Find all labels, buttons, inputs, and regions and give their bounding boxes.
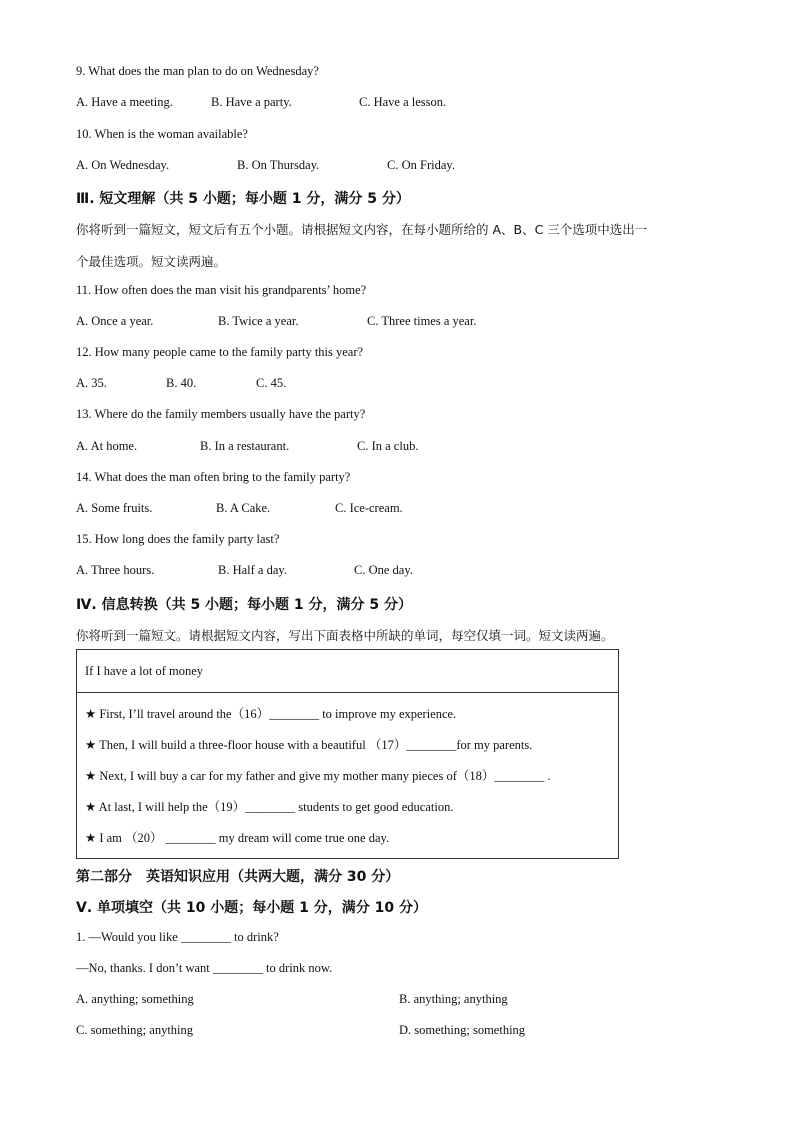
option-b: B. Twice a year. xyxy=(218,314,299,328)
option-a: A. Some fruits. xyxy=(76,501,153,515)
question-14: 14. What does the man often bring to the family party? xyxy=(76,470,351,484)
section-3-instructions: 你将听到一篇短文，短文后有五个小题。请根据短文内容，在每小题所给的 A、B、C 三个选项中选出一 xyxy=(76,222,648,237)
table-row-18: ★ Next, I will buy a car for my father and give my mother many pieces of（18）________ . xyxy=(85,769,551,783)
option-c: C. On Friday. xyxy=(387,158,455,172)
question-1-line-2: —No, thanks. I don’t want ________ to drink now. xyxy=(76,961,333,975)
question-1-line-1: 1. —Would you like ________ to drink? xyxy=(76,930,279,944)
question-13: 13. Where do the family members usually have the party? xyxy=(76,407,366,421)
option-c: C. In a club. xyxy=(357,439,419,453)
table-rows xyxy=(77,693,619,859)
option-c: C. Three times a year. xyxy=(367,314,477,328)
question-11: 11. How often does the man visit his grandparents’ home? xyxy=(76,283,367,297)
option-b: B. Half a day. xyxy=(218,563,287,577)
option-a: A. On Wednesday. xyxy=(76,158,170,172)
option-c: C. something; anything xyxy=(76,1023,194,1037)
option-c: C. 45. xyxy=(256,376,287,390)
option-a: A. Three hours. xyxy=(76,563,155,577)
table-title: If I have a lot of money xyxy=(77,650,619,693)
section-5-heading: Ⅴ. 单项填空（共 10 小题；每小题 1 分，满分 10 分） xyxy=(76,900,427,916)
section-3-heading: Ⅲ. 短文理解（共 5 小题；每小题 1 分，满分 5 分） xyxy=(76,191,410,207)
option-c: C. Ice-cream. xyxy=(335,501,403,515)
option-c: C. Have a lesson. xyxy=(359,95,447,109)
part-2-heading: 第二部分 英语知识应用（共两大题，满分 30 分） xyxy=(76,869,400,885)
question-10: 10. When is the woman available? xyxy=(76,127,248,141)
option-d: D. something; something xyxy=(399,1023,526,1037)
table-row-20: ★ I am （20） ________ my dream will come true one day. xyxy=(85,831,390,845)
table-row-16: ★ First, I’ll travel around the（16）________ to improve my experience. xyxy=(85,707,457,721)
section-4-instructions: 你将听到一篇短文。请根据短文内容，写出下面表格中所缺的单词，每空仅填一词。短文读两遍。 xyxy=(76,628,614,643)
table-row-17: ★ Then, I will build a three-floor house with a beautiful （17）________for my parents. xyxy=(85,738,533,752)
option-b: B. On Thursday. xyxy=(237,158,320,172)
option-b: B. anything; anything xyxy=(399,992,508,1006)
option-a: A. anything; something xyxy=(76,992,194,1006)
option-a: A. Have a meeting. xyxy=(76,95,173,109)
option-a: A. Once a year. xyxy=(76,314,154,328)
question-9: 9. What does the man plan to do on Wednesday? xyxy=(76,64,319,78)
option-b: B. In a restaurant. xyxy=(200,439,290,453)
option-c: C. One day. xyxy=(354,563,413,577)
option-a: A. At home. xyxy=(76,439,138,453)
option-a: A. 35. xyxy=(76,376,107,390)
question-15: 15. How long does the family party last? xyxy=(76,532,280,546)
section-4-heading: Ⅳ. 信息转换（共 5 小题；每小题 1 分，满分 5 分） xyxy=(76,597,413,613)
option-b: B. A Cake. xyxy=(216,501,271,515)
option-b: B. Have a party. xyxy=(211,95,292,109)
question-12: 12. How many people came to the family party this year? xyxy=(76,345,364,359)
section-3-instructions-cont: 个最佳选项。短文读两遍。 xyxy=(76,254,227,269)
option-b: B. 40. xyxy=(166,376,197,390)
info-table xyxy=(76,649,619,859)
table-row-19: ★ At last, I will help the（19）________ students to get good education. xyxy=(85,800,454,814)
